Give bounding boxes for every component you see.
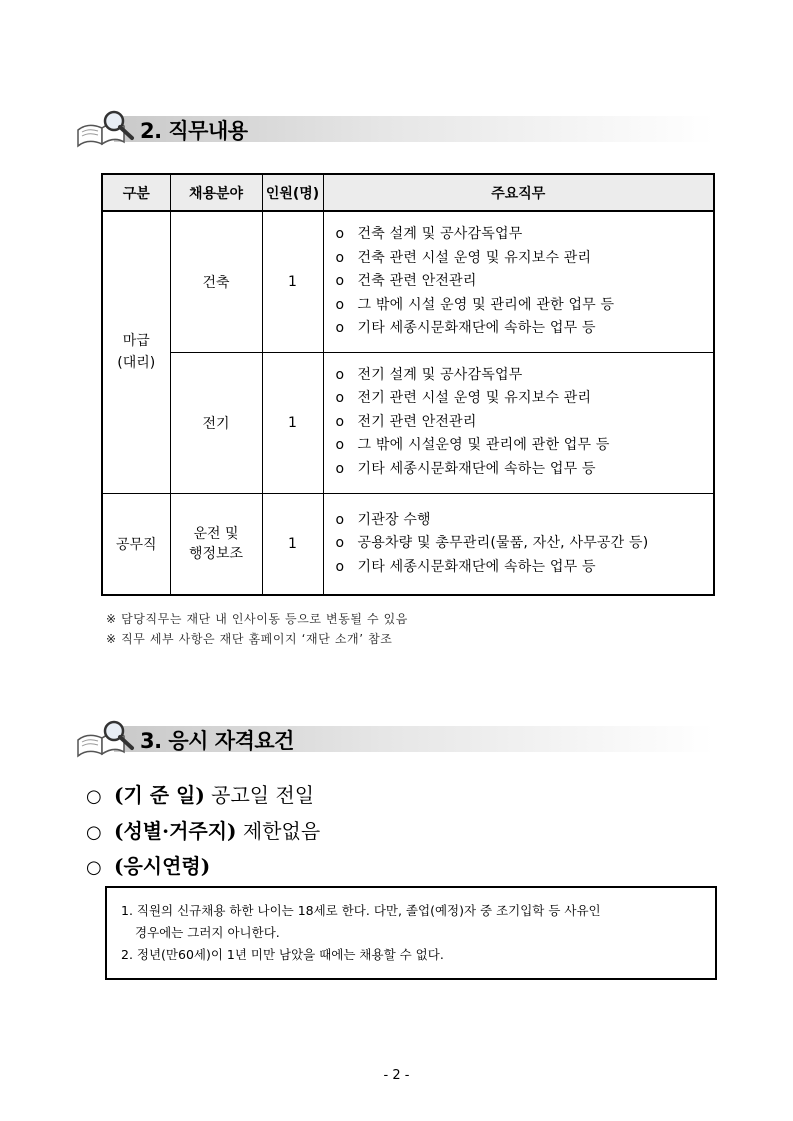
- count-cell: 1: [262, 493, 323, 595]
- section-2-title: 2. 직무내용: [140, 119, 248, 143]
- book-magnifier-icon: [74, 108, 140, 148]
- header-category: 구분: [102, 174, 170, 211]
- book-magnifier-icon: [74, 718, 140, 758]
- note-line: ※ 담당직무는 재단 내 인사이동 등으로 변동될 수 있음: [106, 612, 409, 626]
- list-item: o 공용차량 및 총무관리(물품, 자산, 사무공간 등): [335, 535, 649, 551]
- duty-list: [324, 509, 714, 580]
- list-item: o 기타 세종시문화재단에 속하는 업무 등: [335, 460, 596, 477]
- duty-list: [324, 364, 714, 482]
- age-rule-line: 2. 정년(만60세)이 1년 미만 남았을 때에는 채용할 수 없다.: [121, 947, 444, 962]
- duties-cell: [323, 493, 714, 595]
- category-cell: 공무직: [102, 493, 170, 595]
- criterion-age: ○ (응시연령): [86, 854, 211, 878]
- circle-bullet-icon: ○: [86, 786, 102, 807]
- header-count: 인원(명): [262, 174, 323, 211]
- age-rule-line: 1. 직원의 신규채용 하한 나이는 18세로 한다. 다만, 졸업(예정)자 중 조기입학 등 사유인: [121, 903, 601, 918]
- table-row: [102, 211, 714, 352]
- count-cell: 1: [262, 352, 323, 493]
- table-row: [102, 493, 714, 595]
- header-duties: 주요직무: [323, 174, 714, 211]
- age-rule-line: 경우에는 그러지 아니한다.: [135, 925, 280, 940]
- age-rules-box: [105, 886, 717, 980]
- section-3-title: 3. 응시 자격요건: [140, 729, 294, 753]
- field-cell: 운전 및 행정보조: [170, 493, 262, 595]
- list-item: o 전기 관련 안전관리: [335, 413, 477, 430]
- section-3-header: [74, 718, 714, 758]
- list-item: o 그 밖에 시설 운영 및 관리에 관한 업무 등: [335, 296, 615, 313]
- list-item: o 전기 설계 및 공사감독업무: [335, 366, 523, 383]
- list-item: o 건축 관련 시설 운영 및 유지보수 관리: [335, 249, 592, 266]
- duty-list: [324, 223, 714, 341]
- table-row: [102, 352, 714, 493]
- list-item: o 기관장 수행: [335, 511, 431, 528]
- count-cell: 1: [262, 211, 323, 352]
- list-item: o 전기 관련 시설 운영 및 유지보수 관리: [335, 390, 592, 407]
- list-item: o 건축 설계 및 공사감독업무: [335, 226, 523, 242]
- criterion-base-date: ○ (기 준 일) 공고일 전일: [86, 783, 315, 807]
- list-item: o 기타 세종시문화재단에 속하는 업무 등: [335, 320, 596, 336]
- table-header-row: [102, 174, 714, 211]
- page-number: - 2 -: [383, 1068, 410, 1083]
- section-2-header: [74, 108, 714, 148]
- duties-table: [101, 173, 715, 596]
- list-item: o 기타 세종시문화재단에 속하는 업무 등: [335, 558, 596, 575]
- field-cell: 전기: [170, 352, 262, 493]
- list-item: o 건축 관련 안전관리: [335, 273, 477, 289]
- duties-cell: [323, 211, 714, 352]
- table-notes: [106, 609, 408, 649]
- circle-bullet-icon: ○: [86, 857, 102, 878]
- criterion-gender-residence: ○ (성별·거주지) 제한없음: [86, 819, 321, 843]
- circle-bullet-icon: ○: [86, 822, 102, 843]
- duties-cell: [323, 352, 714, 493]
- header-field: 채용분야: [170, 174, 262, 211]
- category-cell: 마급 (대리): [102, 211, 170, 493]
- note-line: ※ 직무 세부 사항은 재단 홈페이지 ‘재단 소개’ 참조: [106, 632, 393, 646]
- field-cell: 건축: [170, 211, 262, 352]
- list-item: o 그 밖에 시설운영 및 관리에 관한 업무 등: [335, 437, 610, 454]
